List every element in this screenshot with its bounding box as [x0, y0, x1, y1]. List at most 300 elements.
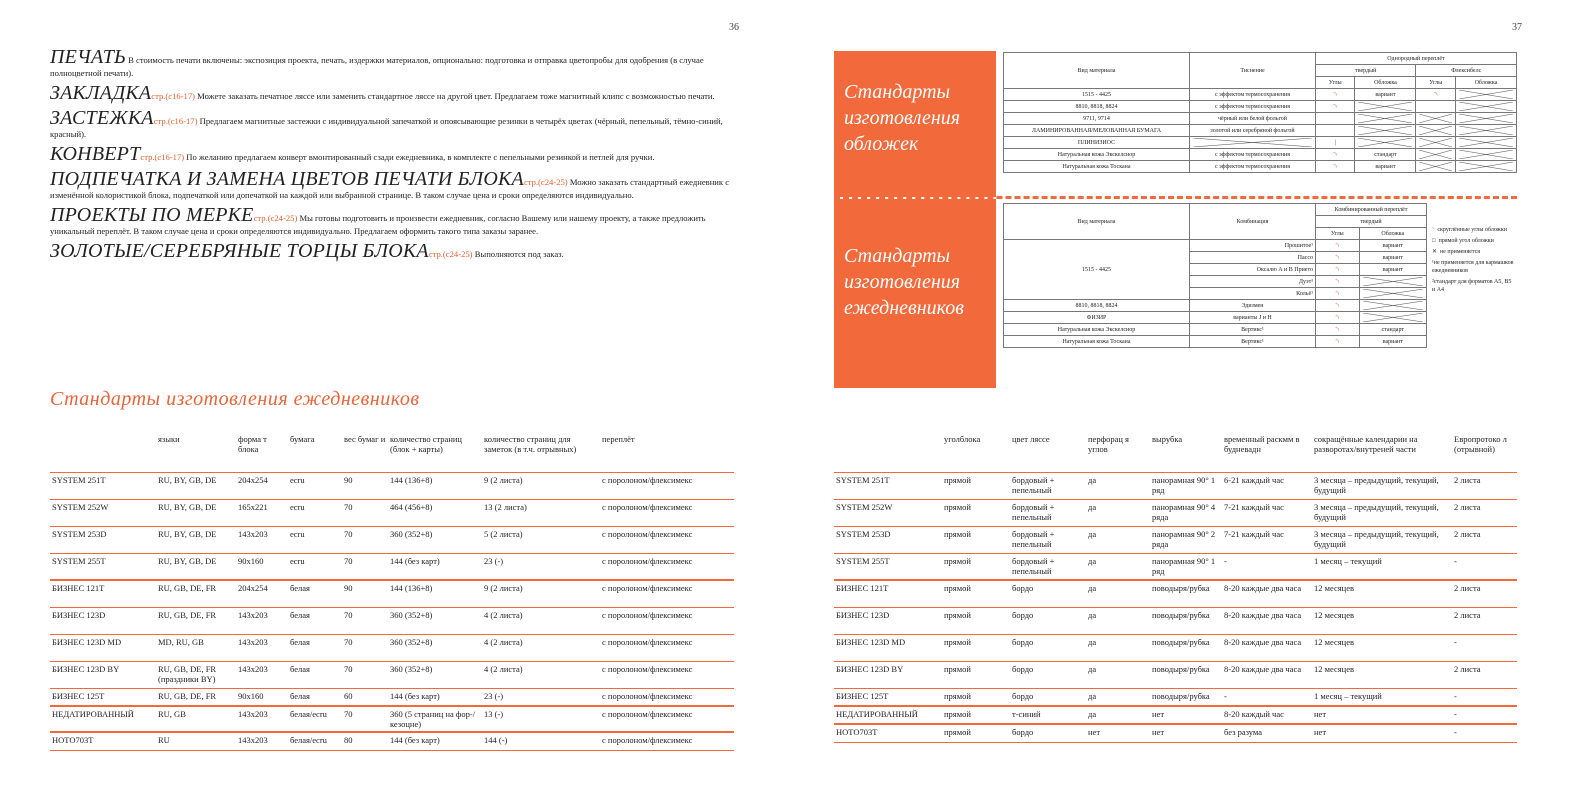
table-cell: 4 (2 листа) [482, 607, 600, 634]
table-cell: вариант [1355, 161, 1416, 173]
table-cell: 144 (-) [482, 732, 600, 750]
not-applicable-mark [1455, 113, 1516, 125]
table-cell: НЕДАТИРОВАННЫЙ [834, 706, 942, 724]
table-cell: SYSTEM 255T [834, 553, 942, 580]
table-cell: с поролоном/флексимекс [600, 553, 734, 580]
column-header: количество страниц (блок + карты) [388, 432, 482, 472]
table-cell: 143x203 [236, 634, 288, 661]
not-applicable-mark [1416, 149, 1455, 161]
table-cell: БИЗНЕС 123D MD [50, 634, 156, 661]
column-header [50, 432, 156, 472]
table-cell: 9711, 9714 [1004, 113, 1190, 125]
option-text: Предлагаем магнитные застежки с индивидуальной запечаткой и опоясывающие резинки в четырёх цветах (чёрный, пепельный, тёмно-синий, красный). [50, 116, 723, 139]
not-applicable-mark [1359, 312, 1426, 324]
table-cell: НЕДАТИРОВАННЫЙ [50, 706, 156, 732]
table-row [50, 553, 734, 580]
table-row [50, 732, 734, 750]
not-applicable-mark [1455, 89, 1516, 101]
table-cell: с поролоном/флексимекс [600, 634, 734, 661]
table-cell: SYSTEM 251T [834, 472, 942, 499]
table-cell: 2 листа [1452, 607, 1517, 634]
not-applicable-mark [1416, 137, 1455, 149]
table-cell: БИЗНЕС 123D MD [834, 634, 942, 661]
section-title: Стандарты изготовления ежедневников [50, 388, 420, 410]
table-header: твердый [1316, 65, 1416, 77]
table-cell: нет [1150, 706, 1222, 724]
table-header: Обложка [1359, 228, 1426, 240]
table-header: Вид материала [1004, 53, 1190, 89]
table-cell: нет [1086, 724, 1150, 742]
rounded-corner-icon: ◝ [1316, 240, 1360, 252]
rounded-corner-icon: ◝ [1316, 288, 1360, 300]
table-cell: 2 листа [1452, 499, 1517, 526]
table-row [1004, 137, 1517, 149]
not-applicable-mark [1355, 137, 1416, 149]
legend [1432, 226, 1516, 297]
table-row [1004, 101, 1517, 113]
table-cell: 8-20 каждые два часа [1222, 661, 1312, 688]
table-row [1004, 324, 1427, 336]
table-cell: 12 месяцев [1312, 580, 1452, 607]
table-cell: 70 [342, 634, 388, 661]
table-cell: 8-20 каждые два часа [1222, 634, 1312, 661]
table-cell: 144 (136+8) [388, 580, 482, 607]
column-header: цвет ляссе [1010, 432, 1086, 472]
table-header: Комбинация [1190, 204, 1316, 240]
table-cell: ЛАМИНИРОВАННАЯ/МЕЛОВАННАЯ БУМАГА [1004, 125, 1190, 137]
table-cell: прямой [942, 580, 1010, 607]
table-cell: 2 листа [1452, 661, 1517, 688]
table-cell: с поролоном/флексимекс [600, 580, 734, 607]
table-cell: Оксалю А и В Прието [1190, 264, 1316, 276]
table-cell: 204x254 [236, 472, 288, 499]
table-row [1004, 240, 1427, 252]
empty-cell [1316, 125, 1355, 137]
table-cell: 3 месяца – предыдущий, текущий, будущий [1312, 499, 1452, 526]
table-cell: вариант [1359, 264, 1426, 276]
option-paragraph [50, 168, 740, 201]
table-cell: с поролоном/флексимекс [600, 706, 734, 732]
rounded-corner-icon: ◝ [1316, 336, 1360, 348]
table-cell: RU, GB, DE, FR [156, 688, 236, 706]
table-cell: RU, BY, GB, DE [156, 472, 236, 499]
table-cell: MD, RU, GB [156, 634, 236, 661]
table-cell: с эффектом термосохранения [1190, 161, 1316, 173]
table-row [1004, 89, 1517, 101]
table-cell: 80 [342, 732, 388, 750]
table-cell: вариант [1355, 89, 1416, 101]
table-row [50, 472, 734, 499]
table-cell: 13 (-) [482, 706, 600, 732]
table-cell: бордо [1010, 580, 1086, 607]
table-cell: нет [1312, 706, 1452, 724]
option-paragraph [50, 143, 740, 165]
table-row [50, 661, 734, 688]
table-row [834, 688, 1517, 706]
table-cell: 8810, 8818, 8824 [1004, 101, 1190, 113]
option-heading: КОНВЕРТ [50, 143, 141, 165]
table-cell: бордо [1010, 607, 1086, 634]
not-applicable-mark [1190, 137, 1316, 149]
table-cell: бордо [1010, 661, 1086, 688]
option-text: Можно заказать стандартный ежедневник с изменённой колористикой блока, подпечаткой или допечаткой на каждой или выбранной странице. В таком случае цена и сроки определяются индивидуально. [50, 177, 730, 200]
legend-item [1432, 278, 1516, 294]
table-cell: 12 месяцев [1312, 634, 1452, 661]
table-cell: 6-21 каждый час [1222, 472, 1312, 499]
table-row [834, 661, 1517, 688]
table-cell: | [1316, 137, 1355, 149]
column-header: временный раскмм в будневадн [1222, 432, 1312, 472]
table-cell: 2 листа [1452, 580, 1517, 607]
column-header: уголблока [942, 432, 1010, 472]
table-cell: 90 [342, 580, 388, 607]
table-cell: ecru [288, 472, 342, 499]
column-header: переплёт [600, 432, 734, 472]
table-row [50, 706, 734, 732]
table-cell: 70 [342, 661, 388, 688]
table-cell: 70 [342, 526, 388, 553]
table-cell: 70 [342, 706, 388, 732]
page-ref: стр.(c24-25) [253, 213, 298, 223]
table-cell: чёрный или белой фольгой [1190, 113, 1316, 125]
page-ref: стр.(c16-17) [140, 152, 185, 162]
table-cell: 9 (2 листа) [482, 580, 600, 607]
table-cell: 144 (без карт) [388, 688, 482, 706]
table-cell: поводыря/рубка [1150, 607, 1222, 634]
table-cell: 143x203 [236, 661, 288, 688]
table-cell: с эффектом термосохранения [1190, 101, 1316, 113]
table-cell: 360 (352+8) [388, 634, 482, 661]
table-cell: 7-21 каждый час [1222, 499, 1312, 526]
table-cell: 1 месяц – текущий [1312, 688, 1452, 706]
table-cell: 23 (-) [482, 553, 600, 580]
table-cell: панорамная 90° 2 ряда [1150, 526, 1222, 553]
table-cell: 5 (2 листа) [482, 526, 600, 553]
table-cell: RU, BY, GB, DE [156, 553, 236, 580]
table-cell: 4 (2 листа) [482, 634, 600, 661]
table-row [1004, 161, 1517, 173]
table-cell: белая [288, 661, 342, 688]
option-heading: ПЕЧАТЬ [50, 46, 127, 68]
table-cell: 60 [342, 688, 388, 706]
table-cell: Кольё¹ [1190, 288, 1316, 300]
table-cell: бордовый + пепельный [1010, 499, 1086, 526]
table-cell: 70 [342, 499, 388, 526]
table-cell: да [1086, 661, 1150, 688]
table-cell: RU [156, 732, 236, 750]
table-cell: Вертикс¹ [1190, 336, 1316, 348]
table-header: Углы [1416, 77, 1455, 89]
table-cell: 144 (без карт) [388, 732, 482, 750]
column-header: количество страниц для заметок (в т.ч. отрывных) [482, 432, 600, 472]
table-cell: стандарт [1355, 149, 1416, 161]
table-cell: варианты J и H [1190, 312, 1316, 324]
covers-standards-box: Стандарты изготовления обложек [834, 51, 996, 197]
table-cell: 1 месяц – текущий [1312, 553, 1452, 580]
table-cell: RU, BY, GB, DE [156, 499, 236, 526]
table-cell: RU, GB, DE, FR (праздники BY) [156, 661, 236, 688]
table-cell: 1515 - 4425 [1004, 240, 1190, 300]
table-row [50, 607, 734, 634]
table-row [834, 499, 1517, 526]
table-cell: прямой [942, 472, 1010, 499]
table-cell: RU, GB, DE, FR [156, 580, 236, 607]
table-cell: без разума [1222, 724, 1312, 742]
page-ref: стр.(c16-17) [151, 91, 195, 101]
table-cell: прямой [942, 634, 1010, 661]
table-cell: с поролоном/флексимекс [600, 472, 734, 499]
rounded-corner-icon: ◝ [1416, 89, 1455, 101]
table-cell: - [1452, 724, 1517, 742]
table-cell: SYSTEM 251T [50, 472, 156, 499]
table-cell: да [1086, 706, 1150, 724]
table-cell: - [1222, 553, 1312, 580]
table-cell: RU, GB, DE, FR [156, 607, 236, 634]
table-cell: 4 (2 листа) [482, 661, 600, 688]
table-cell: да [1086, 580, 1150, 607]
legend-text: ²стандарт для форматов А5, В5 и А4 [1432, 279, 1512, 293]
rounded-corner-icon: ◝ [1316, 276, 1360, 288]
table-cell: ecru [288, 553, 342, 580]
table-cell: с поролоном/флексимекс [600, 688, 734, 706]
table-row [50, 688, 734, 706]
table-header-row [834, 432, 1517, 472]
table-row [834, 607, 1517, 634]
table-cell: поводыря/рубка [1150, 580, 1222, 607]
legend-text: скруглённые углы обложки [1437, 227, 1507, 233]
table-row [50, 634, 734, 661]
not-applicable-mark [1455, 149, 1516, 161]
column-header: вырубка [1150, 432, 1222, 472]
table-cell: 90x160 [236, 688, 288, 706]
table-cell: БИЗНЕС 123D BY [50, 661, 156, 688]
not-applicable-mark [1455, 137, 1516, 149]
table-header: Комбинированный переплёт [1316, 204, 1427, 216]
option-text: Можете заказать печатное ляссе или заменить стандартное ляссе на другой цвет. Предлагаем тоже магнитный клипс с возможностью печати. [197, 91, 715, 101]
page-ref: стр.(c24-25) [428, 249, 473, 259]
option-text: Мы готовы подготовить и произвести ежедневник, согласно Вашему или нашему проекту, а также предложить уникальный переплёт. В таком случае цена и сроки определяются индивидуально. Предлагаем оформить такого типа заказы заранее. [50, 213, 706, 236]
column-header: перфорац я углов [1086, 432, 1150, 472]
rounded-corner-icon: ◝ [1316, 312, 1360, 324]
table-row [50, 580, 734, 607]
option-paragraph [50, 204, 740, 237]
rounded-corner-icon: ◝ [1316, 264, 1360, 276]
table-cell: белая/ecru [288, 706, 342, 732]
table-row [834, 553, 1517, 580]
table-cell: 360 (352+8) [388, 607, 482, 634]
table-cell: НОТО703T [50, 732, 156, 750]
table-cell: 2 листа [1452, 472, 1517, 499]
table-cell: да [1086, 499, 1150, 526]
table-cell: прямой [942, 607, 1010, 634]
table-cell: белая [288, 688, 342, 706]
table-cell: RU, GB [156, 706, 236, 732]
legend-icon: ◝ [1432, 227, 1435, 233]
legend-text: ¹не применяется для кармашков ежедневников [1432, 260, 1514, 274]
table-cell: золотой или серебряной фольгой [1190, 125, 1316, 137]
diaries-table-right [834, 432, 1517, 743]
table-cell: нет [1312, 724, 1452, 742]
legend-icon: ✕ [1432, 249, 1438, 255]
table-cell: с поролоном/флексимекс [600, 526, 734, 553]
table-cell: поводыря/рубка [1150, 661, 1222, 688]
not-applicable-mark [1355, 101, 1416, 113]
table-cell: стандарт [1359, 324, 1426, 336]
diaries-table-left [50, 432, 734, 751]
table-cell: бордо [1010, 634, 1086, 661]
not-applicable-mark [1455, 101, 1516, 113]
table-cell: 12 месяцев [1312, 607, 1452, 634]
table-cell: 143x203 [236, 607, 288, 634]
table-cell: с эффектом термосохранения [1190, 89, 1316, 101]
empty-cell [1316, 113, 1355, 125]
table-cell: Эдизмен [1190, 300, 1316, 312]
table-cell: ecru [288, 499, 342, 526]
option-paragraph [50, 240, 740, 262]
option-heading: ЗАСТЕЖКА [50, 107, 154, 129]
table-cell: белая [288, 607, 342, 634]
option-heading: ПРОЕКТЫ ПО МЕРКЕ [50, 204, 254, 226]
legend-icon: □ [1432, 238, 1436, 244]
table-row [1004, 113, 1517, 125]
column-header: Европротоко л (отрывной) [1452, 432, 1517, 472]
table-header: Флексибелс [1416, 65, 1517, 77]
table-cell: панорамная 90° 1 ряд [1150, 472, 1222, 499]
table-cell: с эффектом термосохранения [1190, 149, 1316, 161]
table-cell: БИЗНЕС 123D BY [834, 661, 942, 688]
table-cell: 23 (-) [482, 688, 600, 706]
legend-item [1432, 226, 1516, 234]
option-text: В стоимость печати включены: экспозиция проекта, печать, издержки материалов, опционально: подготовка и отправка цветопробы для одобрения (в случае полноцветной печати). [50, 55, 704, 78]
not-applicable-mark [1355, 125, 1416, 137]
table-cell: да [1086, 634, 1150, 661]
table-header: твердый [1316, 216, 1427, 228]
column-header: бумага [288, 432, 342, 472]
page-number-right: 37 [1512, 22, 1522, 33]
page-ref: стр.(c24-25) [523, 177, 568, 187]
table-header: Углы [1316, 228, 1360, 240]
column-header: вес бумаг и [342, 432, 388, 472]
table-cell: 144 (без карт) [388, 553, 482, 580]
table-cell: 360 (5 страниц на фор-/кезоцне) [388, 706, 482, 732]
table-cell: Натуральная кожа Тоскана [1004, 336, 1190, 348]
table-cell: 8-20 каждые два часа [1222, 607, 1312, 634]
table-cell: 70 [342, 553, 388, 580]
column-header: языки [156, 432, 236, 472]
table-cell: да [1086, 688, 1150, 706]
rounded-corner-icon: ◝ [1316, 161, 1355, 173]
table-cell: панорамная 90° 1 ряд [1150, 553, 1222, 580]
column-header: форма т блока [236, 432, 288, 472]
table-cell: Вертикс¹ [1190, 324, 1316, 336]
table-cell: - [1452, 706, 1517, 724]
table-cell: ecru [288, 526, 342, 553]
table-header: Обложка [1455, 77, 1516, 89]
not-applicable-mark [1455, 161, 1516, 173]
table-cell: т-синий [1010, 706, 1086, 724]
table-cell: 8-20 каждые два часа [1222, 580, 1312, 607]
table-header: Обложка [1355, 77, 1416, 89]
option-paragraph [50, 107, 740, 140]
table-cell: Пассо [1190, 252, 1316, 264]
table-cell: прямой [942, 526, 1010, 553]
table-header: Вид материала [1004, 204, 1190, 240]
table-cell: Прошитое¹ [1190, 240, 1316, 252]
covers-table [1003, 52, 1517, 173]
table-cell: SYSTEM 252W [834, 499, 942, 526]
table-row [1004, 125, 1517, 137]
option-text: Выполняются под заказ. [474, 249, 564, 259]
table-row [834, 634, 1517, 661]
table-row [834, 724, 1517, 742]
table-cell: 143x203 [236, 526, 288, 553]
table-cell: с поролоном/флексимекс [600, 499, 734, 526]
option-paragraph [50, 82, 740, 104]
table-row [50, 526, 734, 553]
table-cell: БИЗНЕС 123D [50, 607, 156, 634]
table-cell: - [1452, 553, 1517, 580]
table-cell: 464 (456+8) [388, 499, 482, 526]
table-cell: нет [1150, 724, 1222, 742]
table-cell: НОТО703T [834, 724, 942, 742]
option-heading: ПОДПЕЧАТКА И ЗАМЕНА ЦВЕТОВ ПЕЧАТИ БЛОКА [50, 168, 524, 190]
table-cell: 90x160 [236, 553, 288, 580]
table-cell: да [1086, 553, 1150, 580]
table-cell: 360 (352+8) [388, 526, 482, 553]
rounded-corner-icon: ◝ [1316, 149, 1355, 161]
table-cell: SYSTEM 252W [50, 499, 156, 526]
table-cell: 70 [342, 607, 388, 634]
table-cell: 7-21 каждый час [1222, 526, 1312, 553]
not-applicable-mark [1355, 113, 1416, 125]
table-cell: Дуэт¹ [1190, 276, 1316, 288]
table-cell: панорамная 90° 4 ряда [1150, 499, 1222, 526]
table-cell: БИЗНЕС 123D [834, 607, 942, 634]
table-cell: Натуральная кожа Экскелсиор [1004, 149, 1190, 161]
not-applicable-mark [1359, 288, 1426, 300]
legend-text: не применяется [1440, 249, 1481, 255]
table-cell: 13 (2 листа) [482, 499, 600, 526]
option-heading: ЗАКЛАДКА [50, 82, 152, 104]
table-row [1004, 336, 1427, 348]
legend-item [1432, 237, 1516, 245]
table-cell: да [1086, 526, 1150, 553]
table-row [834, 580, 1517, 607]
table-header: Углы [1316, 77, 1355, 89]
column-header: сокращённые календарии на разворотах/внутреней части [1312, 432, 1452, 472]
table-cell: поводыря/рубка [1150, 634, 1222, 661]
table-cell: с поролоном/флексимекс [600, 661, 734, 688]
not-applicable-mark [1455, 125, 1516, 137]
table-cell: 90 [342, 472, 388, 499]
table-cell: вариант [1359, 336, 1426, 348]
table-cell: 1515 - 4425 [1004, 89, 1190, 101]
table-cell: 8810, 8818, 8824 [1004, 300, 1190, 312]
table-cell: 204x254 [236, 580, 288, 607]
dashed-divider [834, 196, 1517, 199]
table-cell: БИЗНЕС 125T [50, 688, 156, 706]
table-header: Однородный переплёт [1316, 53, 1517, 65]
table-cell: Натуральная кожа Тоскана [1004, 161, 1190, 173]
table-cell: ФИЗИР [1004, 312, 1190, 324]
table-cell: БИЗНЕС 121T [834, 580, 942, 607]
table-cell: прямой [942, 553, 1010, 580]
not-applicable-mark [1416, 125, 1455, 137]
table-header-row [50, 432, 734, 472]
table-cell: прямой [942, 724, 1010, 742]
table-row [834, 706, 1517, 724]
table-cell: вариант [1359, 240, 1426, 252]
